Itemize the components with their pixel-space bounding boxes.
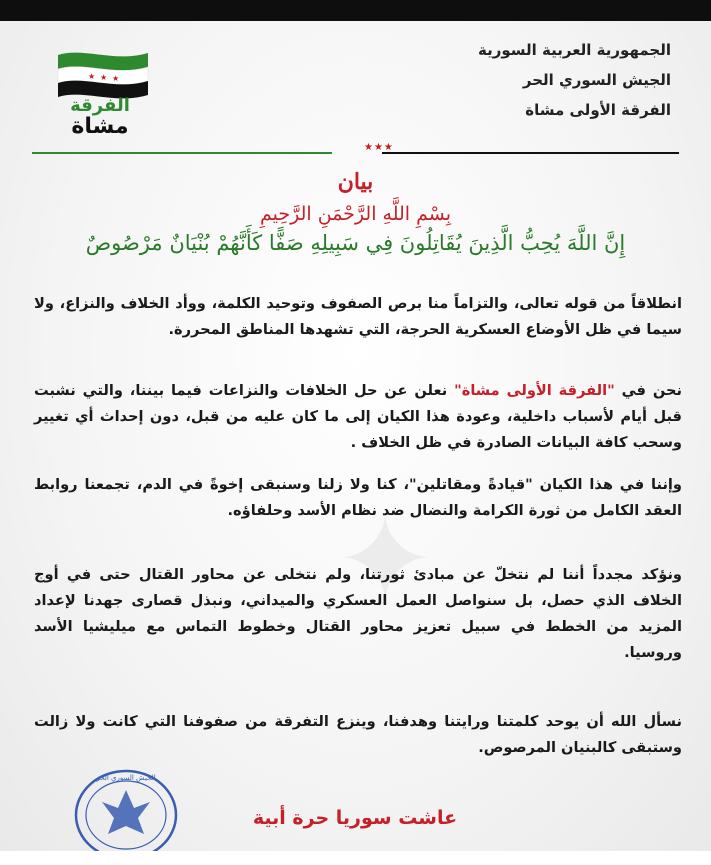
svg-text:★: ★ (112, 74, 120, 83)
statement-title: بيان (337, 169, 374, 195)
division-seal (72, 768, 180, 851)
country-name: الجمهورية العربية السورية (478, 41, 671, 59)
paragraph-3: وإننا في هذا الكيان "قيادةً ومقاتلين"، كنا ولا زلنا وسنبقى إخوةً في الدم، تجمعنا روابط العقد الكامل من ثورة الكرامة والنضال ضد نظام الأسد وحلفاؤه. (34, 476, 682, 519)
division-name: الفرقة الأولى مشاة (525, 101, 671, 119)
division-logo (44, 45, 156, 137)
basmala: بِسْمِ اللَّهِ الرَّحْمَنِ الرَّحِيمِ (260, 203, 451, 225)
division-highlight: "الفرقة الأولى مشاة" (454, 382, 615, 399)
closing-slogan: عاشت سوريا حرة أبية (252, 807, 458, 829)
header-divider (32, 142, 679, 155)
svg-text:الجيش السوري الحر: الجيش السوري الحر (96, 774, 156, 782)
divider-black (382, 152, 679, 154)
paragraph-4: ونؤكد مجدداً أننا لم نتخلّ عن مبادئ ثورتنا، ولم نتخلى عن محاور القتال حتى في أوج الخلاف الذي حصل، بل سنواصل العمل العسكري والميداني، ونبذل قصارى جهدنا لإعداد المزيد من الخطط في سبيل تعزيز محاور القتال وخطوط التماس مع ميليشيا الأسد وروسيا. (34, 566, 682, 661)
paragraph-2 (34, 378, 682, 456)
status-bar (0, 0, 711, 21)
divider-stars-icon: ★★★ (364, 142, 394, 153)
statement-document (0, 21, 711, 851)
svg-text:★: ★ (88, 72, 96, 81)
army-name: الجيش السوري الحر (522, 71, 671, 89)
paragraph-5: نسأل الله أن يوحد كلمتنا ورايتنا وهدفنا، وينزع التفرقة من صفوفنا التي كانت ولا زالت وستبقى كالبنيان المرصوص. (34, 713, 682, 756)
flag-icon (58, 53, 148, 99)
logo-watermark: ✦ (334, 491, 436, 630)
bottom-bar (0, 851, 711, 865)
divider-green (32, 152, 332, 154)
header (411, 35, 671, 125)
paragraph-1: انطلاقاً من قوله تعالى، والتزاماً منا برص الصفوف وتوحيد الكلمة، ووأد الخلاف والنزاع، ولا سيما في ظل الأوضاع العسكرية الحرجة، التي تشهدها المناطق المحررة. (34, 295, 682, 338)
paragraph-2-prefix: نحن في (614, 382, 682, 399)
svg-text:★: ★ (100, 73, 108, 82)
svg-text:الفرقة: الفرقة (70, 95, 130, 116)
eagle-icon (102, 790, 150, 834)
quran-verse: إِنَّ اللَّهَ يُحِبُّ الَّذِينَ يُقَاتِلُونَ فِي سَبِيلِهِ صَفًّا كَأَنَّهُمْ بُنْيَانٌ مَرْصُوصٌ (85, 231, 626, 255)
paragraph-2-suffix: نعلن عن حل الخلافات والنزاعات فيما بيننا، والتي نشبت قبل أيام لأسباب داخلية، وعودة هذا الكيان إلى ما كان عليه من قبل، دون إحداث أي تغيير وسحب كافة البيانات الصادرة في ظل الخلاف . (34, 382, 682, 451)
svg-text:مشاة: مشاة (71, 114, 129, 137)
